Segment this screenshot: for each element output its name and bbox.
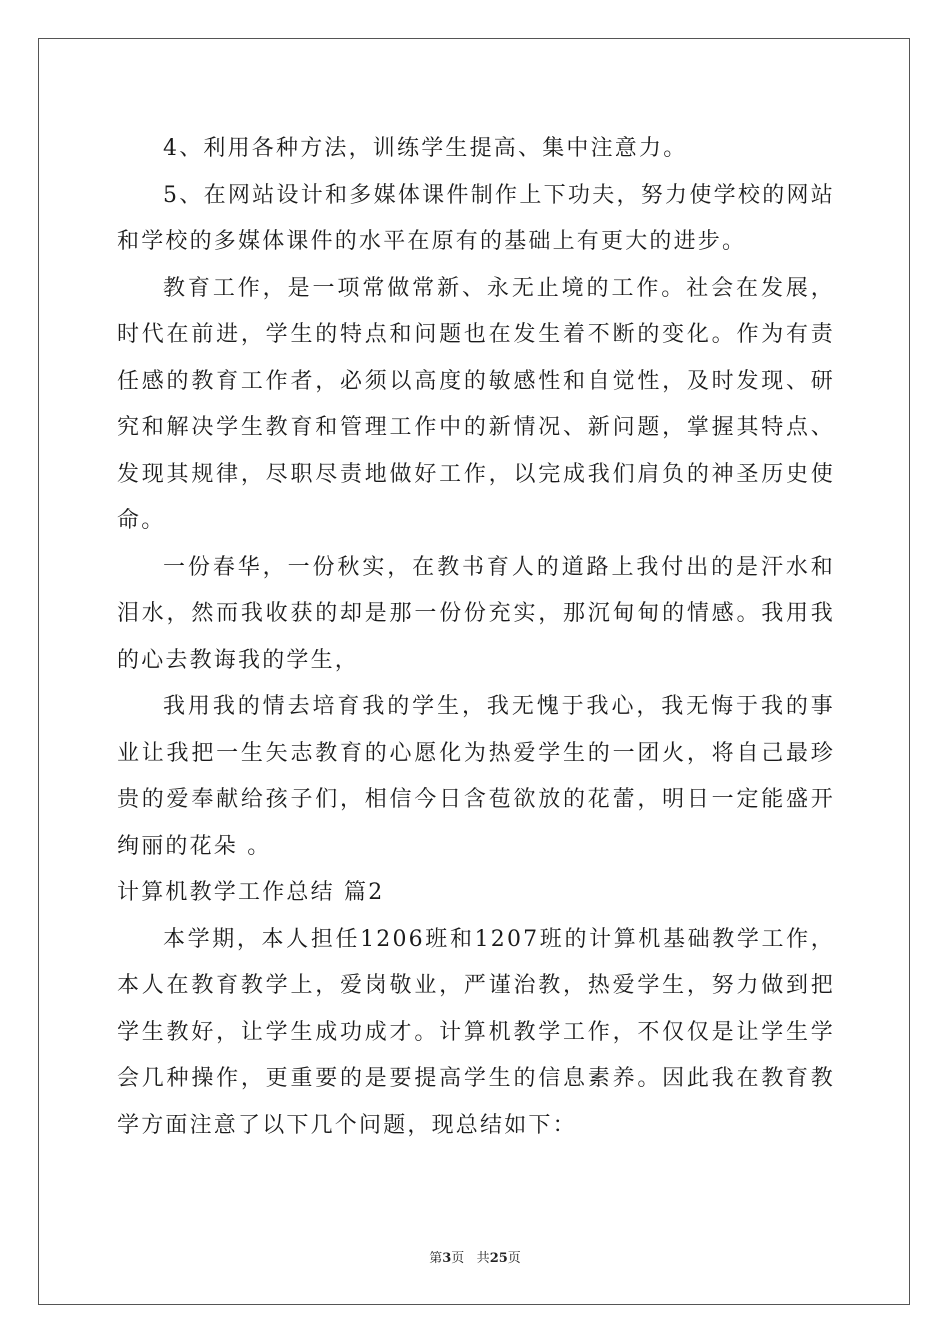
paragraph-spring-autumn: 一份春华，一份秋实，在教书育人的道路上我付出的是汗水和泪水，然而我收获的却是那一份份充实，那沉甸甸的情感。我用我的心去教诲我的学生， xyxy=(117,554,835,673)
footer-total-pages: 25 xyxy=(489,1251,508,1266)
paragraph-semester-summary: 本学期，本人担任1206班和1207班的计算机基础教学工作，本人在教育教学上，爱岗敬业，严谨治教，热爱学生，努力做到把学生教好，让学生成功成才。计算机教学工作，不仅仅是让学生学会几种操作，更重要的是要提高学生的信息素养。因此我在教育教学方面注意了以下几个问题，现总结如下： xyxy=(117,926,835,1138)
footer-page-number: 3 xyxy=(442,1251,452,1266)
footer-total-suffix: 页 xyxy=(507,1251,521,1266)
footer-total-prefix: 共 xyxy=(476,1251,490,1266)
paragraph-love-students: 我用我的情去培育我的学生，我无愧于我心，我无悔于我的事业让我把一生矢志教育的心愿化为热爱学生的一团火，将自己最珍贵的爱奉献给孩子们，相信今日含苞欲放的花蕾，明日一定能盛开绚丽的花朵 。 xyxy=(117,694,835,859)
footer-page-prefix: 第 xyxy=(429,1251,443,1266)
paragraph-item-4: 4、利用各种方法，训练学生提高、集中注意力。 xyxy=(163,136,688,161)
footer-page-suffix: 页 xyxy=(451,1251,465,1266)
page-footer xyxy=(0,1247,950,1266)
paragraph-item-5: 5、在网站设计和多媒体课件制作上下功夫，努力使学校的网站和学校的多媒体课件的水平在原有的基础上有更大的进步。 xyxy=(117,182,835,254)
paragraph-education-work: 教育工作，是一项常做常新、永无止境的工作。社会在发展，时代在前进，学生的特点和问题也在发生着不断的变化。作为有责任感的教育工作者，必须以高度的敏感性和自觉性，及时发现、研究和解决学生教育和管理工作中的新情况、新问题，掌握其特点、发现其规律，尽职尽责地做好工作，以完成我们肩负的神圣历史使命。 xyxy=(117,275,835,533)
section-heading: 计算机教学工作总结 篇2 xyxy=(117,880,385,905)
document-body xyxy=(117,126,835,1149)
